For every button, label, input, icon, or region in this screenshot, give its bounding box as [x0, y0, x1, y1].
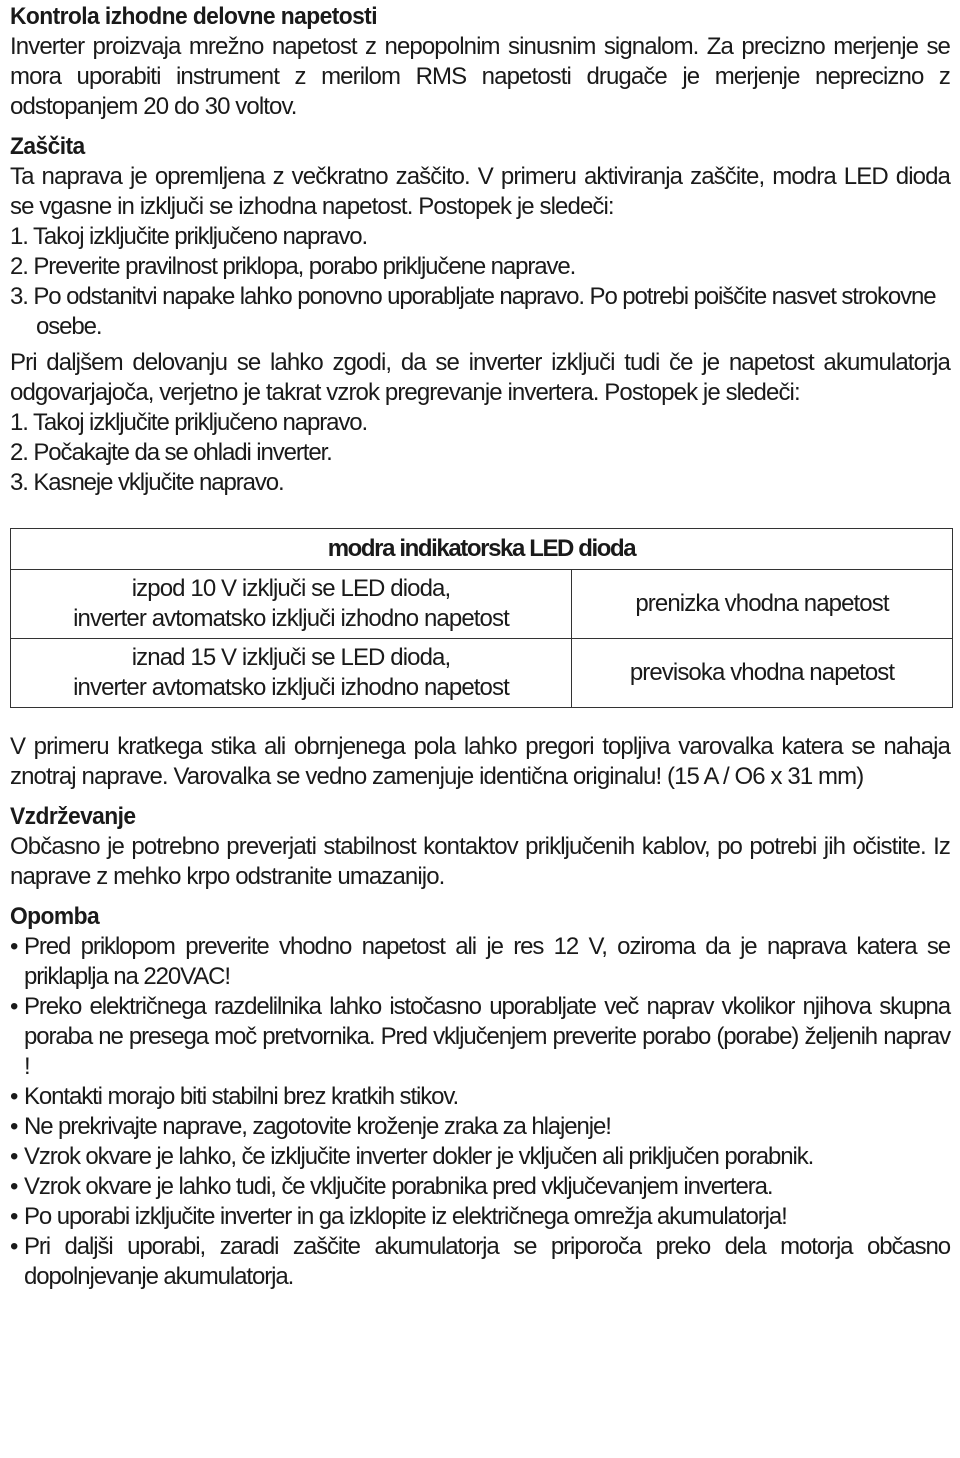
list-item — [10, 1112, 950, 1142]
led-meaning-cell: prenizka vhodna napetost — [572, 570, 953, 639]
maintenance-paragraph: Občasno je potrebno preverjati stabilnost kontaktov priključenih kablov, po potrebi jih očistite. Iz naprave z mehko krpo odstranite umazanijo. — [10, 833, 950, 890]
protection-paragraph: Ta naprava je opremljena z večkratno zaščito. V primeru aktiviranja zaščite, modra LED dioda se vgasne in izključi se izhodna napetost. Postopek je sledeči: — [10, 163, 950, 220]
led-condition-line: izpod 10 V izključi se LED dioda, — [131, 575, 451, 602]
bullet-icon: • — [10, 1173, 18, 1200]
section-title-maintenance: Vzdrževanje — [10, 803, 136, 830]
bullet-icon: • — [10, 993, 18, 1020]
note-text: Vzrok okvare je lahko tudi, če vključite porabnika pred vključevanjem invertera. — [24, 1173, 773, 1200]
note-bullet-list — [10, 932, 950, 1292]
list-item — [10, 992, 950, 1082]
led-condition-line: inverter avtomatsko izključi izhodno napetost — [73, 605, 509, 632]
led-condition-cell — [11, 639, 572, 708]
note-text: Pri daljši uporabi, zaradi zaščite akumulatorja se priporoča preko dela motorja občasno dopolnjevanje akumulatorja. — [24, 1233, 950, 1290]
list-item — [10, 1172, 950, 1202]
protection-steps — [10, 222, 950, 342]
led-condition-cell — [11, 570, 572, 639]
list-item — [10, 1202, 950, 1232]
led-condition-line: iznad 15 V izključi se LED dioda, — [131, 644, 451, 671]
list-item — [10, 1232, 950, 1292]
overheating-step: 3. Kasneje vključite napravo. — [10, 469, 284, 496]
protection-step: 3. Po odstanitvi napake lahko ponovno uporabljate napravo. Po potrebi poiščite nasvet strokovne osebe. — [10, 283, 936, 340]
section-title-protection: Zaščita — [10, 133, 85, 160]
overheating-steps — [10, 408, 950, 498]
note-text: Vzrok okvare je lahko, če izključite inverter dokler je vključen ali priključen porabnik. — [24, 1143, 814, 1170]
bullet-icon: • — [10, 1113, 18, 1140]
table-row — [11, 570, 953, 639]
led-indicator-table — [10, 528, 953, 708]
section-title-note: Opomba — [10, 903, 100, 930]
note-text: Kontakti morajo biti stabilni brez kratkih stikov. — [24, 1083, 459, 1110]
note-text: Ne prekrivajte naprave, zagotovite kroženje zraka za hlajenje! — [24, 1113, 611, 1140]
output-voltage-paragraph: Inverter proizvaja mrežno napetost z nepopolnim sinusnim signalom. Za precizno merjenje se mora uporabiti instrument z merilom RMS napetosti drugače je merjenje neprecizno z odstopanjem 20 do 30 voltov. — [10, 33, 950, 120]
table-row — [11, 639, 953, 708]
bullet-icon: • — [10, 1083, 18, 1110]
list-item — [10, 1142, 950, 1172]
note-text: Pred priklopom preverite vhodno napetost ali je res 12 V, oziroma da je naprava katera se priklaplja na 220VAC! — [24, 933, 950, 990]
note-text: Po uporabi izključite inverter in ga izklopite iz električnega omrežja akumulatorja! — [24, 1203, 787, 1230]
bullet-icon: • — [10, 1143, 18, 1170]
overheating-paragraph: Pri daljšem delovanju se lahko zgodi, da se inverter izključi tudi če je napetost akumulatorja odgovarjajoča, verjetno je takrat vzrok pregrevanje invertera. Postopek je sledeči: — [10, 349, 950, 406]
bullet-icon: • — [10, 933, 18, 960]
protection-step: 1. Takoj izključite priključeno napravo. — [10, 223, 368, 250]
list-item — [10, 932, 950, 992]
section-title-output-voltage: Kontrola izhodne delovne napetosti — [10, 3, 377, 30]
fuse-note-paragraph: V primeru kratkega stika ali obrnjenega pola lahko pregori topljiva varovalka katera se nahaja znotraj naprave. Varovalka se vedno zamenjuje identična originalu! (15 A / O6 x 31 mm) — [10, 733, 950, 790]
led-meaning-cell: previsoka vhodna napetost — [572, 639, 953, 708]
bullet-icon: • — [10, 1203, 18, 1230]
list-item — [10, 1082, 950, 1112]
bullet-icon: • — [10, 1233, 18, 1260]
overheating-step: 2. Počakajte da se ohladi inverter. — [10, 439, 332, 466]
led-table-title: modra indikatorska LED dioda — [11, 529, 953, 570]
led-condition-line: inverter avtomatsko izključi izhodno napetost — [73, 674, 509, 701]
overheating-step: 1. Takoj izključite priključeno napravo. — [10, 409, 368, 436]
note-text: Preko električnega razdelilnika lahko istočasno uporabljate več naprav vkolikor njihova skupna poraba ne presega moč pretvornika. Pred vključenjem preverite porabo (porabe) željenih naprav ! — [24, 993, 950, 1080]
protection-step: 2. Preverite pravilnost priklopa, porabo priključene naprave. — [10, 253, 576, 280]
